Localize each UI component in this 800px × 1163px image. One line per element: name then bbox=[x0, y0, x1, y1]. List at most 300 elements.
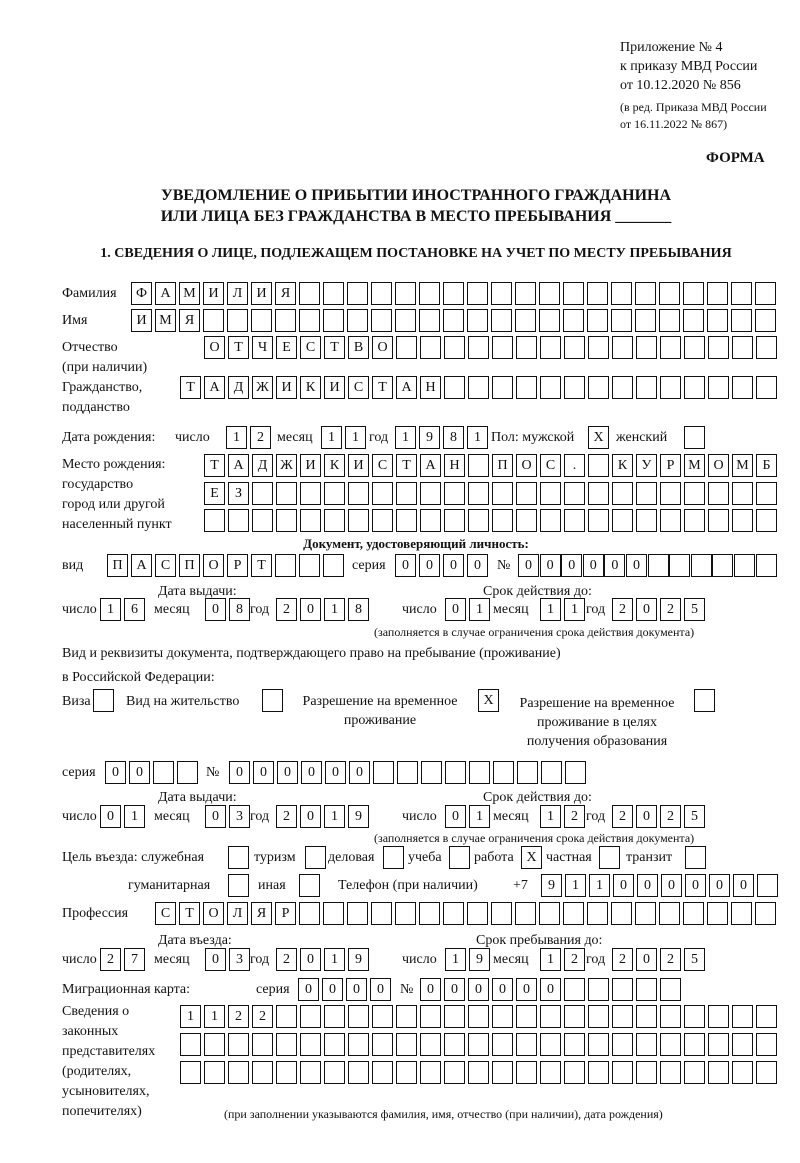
cell-name[interactable] bbox=[299, 309, 320, 332]
cell-rep3[interactable] bbox=[396, 1061, 417, 1084]
cell-birth-place3[interactable] bbox=[588, 509, 609, 532]
cell-res-valid-year[interactable]: 2 bbox=[660, 805, 681, 828]
cell-birth-place2[interactable] bbox=[300, 482, 321, 505]
cell-rep1[interactable] bbox=[348, 1005, 369, 1028]
cell-doc-valid-day[interactable]: 1 bbox=[469, 598, 490, 621]
cell-birth-place2[interactable] bbox=[324, 482, 345, 505]
cell-doc-series[interactable]: 0 bbox=[467, 554, 488, 577]
cell-doc-issue-year[interactable]: 2 bbox=[276, 598, 297, 621]
cell-rep2[interactable] bbox=[468, 1033, 489, 1056]
cell-profession[interactable] bbox=[395, 902, 416, 925]
cell-birth-place1[interactable]: И bbox=[348, 454, 369, 477]
cell-doc-number[interactable]: 0 bbox=[561, 554, 582, 577]
cell-stay-year[interactable]: 0 bbox=[636, 948, 657, 971]
cell-patronymic[interactable] bbox=[396, 336, 417, 359]
cell-birth-place3[interactable] bbox=[252, 509, 273, 532]
checkbox-purpose-business[interactable] bbox=[383, 846, 404, 869]
cell-rep2[interactable] bbox=[396, 1033, 417, 1056]
cell-res-issue-year[interactable]: 0 bbox=[300, 805, 321, 828]
cell-birth-place2[interactable] bbox=[564, 482, 585, 505]
cell-rep1[interactable]: 1 bbox=[204, 1005, 225, 1028]
cell-birth-place1[interactable] bbox=[588, 454, 609, 477]
cell-doc-valid-year[interactable]: 2 bbox=[612, 598, 633, 621]
cell-res-valid-year[interactable]: 0 bbox=[636, 805, 657, 828]
cell-surname[interactable] bbox=[419, 282, 440, 305]
cell-birth-year[interactable]: 9 bbox=[419, 426, 440, 449]
cell-rep2[interactable] bbox=[564, 1033, 585, 1056]
cell-birth-place1[interactable]: П bbox=[492, 454, 513, 477]
cell-res-issue-month[interactable]: 3 bbox=[229, 805, 250, 828]
cell-citizenship[interactable] bbox=[564, 376, 585, 399]
cell-birth-year[interactable]: 1 bbox=[395, 426, 416, 449]
checkbox-residence-permit[interactable] bbox=[262, 689, 283, 712]
cell-birth-place2[interactable] bbox=[636, 482, 657, 505]
cell-rep1[interactable] bbox=[612, 1005, 633, 1028]
cell-phone[interactable]: 9 bbox=[541, 874, 562, 897]
cell-res-issue-day[interactable]: 1 bbox=[124, 805, 145, 828]
cell-profession[interactable] bbox=[683, 902, 704, 925]
cell-birth-place1[interactable]: И bbox=[300, 454, 321, 477]
cell-rep1[interactable] bbox=[468, 1005, 489, 1028]
cell-profession[interactable]: С bbox=[155, 902, 176, 925]
cell-citizenship[interactable]: И bbox=[276, 376, 297, 399]
cell-citizenship[interactable]: К bbox=[300, 376, 321, 399]
cell-birth-place3[interactable] bbox=[420, 509, 441, 532]
cell-doc-valid-year[interactable]: 2 bbox=[660, 598, 681, 621]
cell-birth-place3[interactable] bbox=[708, 509, 729, 532]
cell-patronymic[interactable] bbox=[708, 336, 729, 359]
cell-profession[interactable]: Р bbox=[275, 902, 296, 925]
cell-profession[interactable] bbox=[731, 902, 752, 925]
cell-surname[interactable] bbox=[539, 282, 560, 305]
cell-phone[interactable]: 0 bbox=[685, 874, 706, 897]
cell-birth-place2[interactable] bbox=[684, 482, 705, 505]
checkbox-purpose-humanitarian[interactable] bbox=[228, 874, 249, 897]
cell-citizenship[interactable] bbox=[684, 376, 705, 399]
cell-birth-place1[interactable]: А bbox=[228, 454, 249, 477]
cell-patronymic[interactable] bbox=[636, 336, 657, 359]
cell-rep2[interactable] bbox=[372, 1033, 393, 1056]
cell-res-number[interactable] bbox=[541, 761, 562, 784]
cell-patronymic[interactable]: Т bbox=[324, 336, 345, 359]
cell-rep1[interactable] bbox=[444, 1005, 465, 1028]
cell-name[interactable] bbox=[323, 309, 344, 332]
cell-birth-place3[interactable] bbox=[204, 509, 225, 532]
cell-birth-place3[interactable] bbox=[396, 509, 417, 532]
cell-patronymic[interactable]: О bbox=[204, 336, 225, 359]
cell-surname[interactable]: Л bbox=[227, 282, 248, 305]
cell-profession[interactable] bbox=[299, 902, 320, 925]
cell-name[interactable] bbox=[275, 309, 296, 332]
cell-birth-place2[interactable] bbox=[420, 482, 441, 505]
cell-surname[interactable] bbox=[563, 282, 584, 305]
cell-citizenship[interactable] bbox=[660, 376, 681, 399]
cell-doc-number[interactable]: 0 bbox=[540, 554, 561, 577]
cell-name[interactable] bbox=[563, 309, 584, 332]
cell-doc-issue-year[interactable]: 0 bbox=[300, 598, 321, 621]
checkbox-purpose-work[interactable]: X bbox=[521, 846, 542, 869]
cell-rep1[interactable]: 2 bbox=[228, 1005, 249, 1028]
cell-mig-series[interactable]: 0 bbox=[346, 978, 367, 1001]
cell-citizenship[interactable] bbox=[732, 376, 753, 399]
cell-patronymic[interactable] bbox=[492, 336, 513, 359]
cell-doc-issue-day[interactable]: 6 bbox=[124, 598, 145, 621]
cell-profession[interactable] bbox=[707, 902, 728, 925]
cell-patronymic[interactable] bbox=[540, 336, 561, 359]
cell-rep3[interactable] bbox=[372, 1061, 393, 1084]
cell-res-number[interactable] bbox=[373, 761, 394, 784]
cell-doc-issue-day[interactable]: 1 bbox=[100, 598, 121, 621]
cell-rep2[interactable] bbox=[756, 1033, 777, 1056]
cell-entry-year[interactable]: 2 bbox=[276, 948, 297, 971]
cell-rep3[interactable] bbox=[468, 1061, 489, 1084]
cell-birth-place2[interactable]: З bbox=[228, 482, 249, 505]
cell-rep3[interactable] bbox=[612, 1061, 633, 1084]
cell-res-series[interactable] bbox=[153, 761, 174, 784]
cell-patronymic[interactable]: В bbox=[348, 336, 369, 359]
cell-name[interactable] bbox=[587, 309, 608, 332]
cell-patronymic[interactable] bbox=[612, 336, 633, 359]
cell-patronymic[interactable] bbox=[756, 336, 777, 359]
cell-profession[interactable] bbox=[635, 902, 656, 925]
cell-res-valid-month[interactable]: 1 bbox=[540, 805, 561, 828]
cell-birth-place2[interactable]: Е bbox=[204, 482, 225, 505]
cell-rep2[interactable] bbox=[300, 1033, 321, 1056]
cell-surname[interactable]: Ф bbox=[131, 282, 152, 305]
cell-entry-month[interactable]: 3 bbox=[229, 948, 250, 971]
cell-birth-place1[interactable]: Н bbox=[444, 454, 465, 477]
cell-profession[interactable] bbox=[491, 902, 512, 925]
cell-name[interactable] bbox=[419, 309, 440, 332]
cell-birth-place3[interactable] bbox=[540, 509, 561, 532]
checkbox-sex-male[interactable]: X bbox=[588, 426, 609, 449]
cell-profession[interactable] bbox=[371, 902, 392, 925]
cell-patronymic[interactable] bbox=[420, 336, 441, 359]
cell-surname[interactable] bbox=[299, 282, 320, 305]
cell-birth-place3[interactable] bbox=[612, 509, 633, 532]
cell-birth-place2[interactable] bbox=[276, 482, 297, 505]
cell-birth-place1[interactable]: О bbox=[516, 454, 537, 477]
cell-phone[interactable]: 0 bbox=[733, 874, 754, 897]
cell-doc-kind[interactable]: П bbox=[107, 554, 128, 577]
cell-stay-year[interactable]: 2 bbox=[660, 948, 681, 971]
cell-birth-place1[interactable]: С bbox=[540, 454, 561, 477]
cell-profession[interactable]: О bbox=[203, 902, 224, 925]
cell-birth-place2[interactable] bbox=[660, 482, 681, 505]
checkbox-temp-residence[interactable]: X bbox=[478, 689, 499, 712]
cell-name[interactable] bbox=[731, 309, 752, 332]
cell-patronymic[interactable] bbox=[684, 336, 705, 359]
cell-citizenship[interactable] bbox=[636, 376, 657, 399]
cell-birth-place3[interactable] bbox=[372, 509, 393, 532]
cell-doc-number[interactable]: 0 bbox=[583, 554, 604, 577]
cell-patronymic[interactable] bbox=[516, 336, 537, 359]
cell-rep1[interactable]: 2 bbox=[252, 1005, 273, 1028]
cell-res-valid-month[interactable]: 2 bbox=[564, 805, 585, 828]
cell-citizenship[interactable]: Н bbox=[420, 376, 441, 399]
cell-rep2[interactable] bbox=[228, 1033, 249, 1056]
cell-res-number[interactable]: 0 bbox=[325, 761, 346, 784]
cell-patronymic[interactable]: Т bbox=[228, 336, 249, 359]
cell-profession[interactable] bbox=[563, 902, 584, 925]
cell-rep2[interactable] bbox=[420, 1033, 441, 1056]
cell-rep2[interactable] bbox=[660, 1033, 681, 1056]
cell-profession[interactable] bbox=[755, 902, 776, 925]
cell-birth-place3[interactable] bbox=[564, 509, 585, 532]
cell-doc-number[interactable] bbox=[669, 554, 690, 577]
cell-rep2[interactable] bbox=[324, 1033, 345, 1056]
cell-birth-place3[interactable] bbox=[492, 509, 513, 532]
cell-res-number[interactable]: 0 bbox=[229, 761, 250, 784]
cell-birth-place3[interactable] bbox=[684, 509, 705, 532]
cell-patronymic[interactable]: О bbox=[372, 336, 393, 359]
cell-birth-month[interactable]: 1 bbox=[345, 426, 366, 449]
cell-birth-place2[interactable] bbox=[540, 482, 561, 505]
cell-rep3[interactable] bbox=[228, 1061, 249, 1084]
cell-citizenship[interactable] bbox=[612, 376, 633, 399]
cell-doc-series[interactable]: 0 bbox=[419, 554, 440, 577]
cell-entry-day[interactable]: 2 bbox=[100, 948, 121, 971]
cell-doc-kind[interactable]: С bbox=[155, 554, 176, 577]
cell-phone[interactable]: 1 bbox=[565, 874, 586, 897]
cell-entry-month[interactable]: 0 bbox=[205, 948, 226, 971]
cell-mig-number[interactable]: 0 bbox=[420, 978, 441, 1001]
cell-name[interactable] bbox=[395, 309, 416, 332]
cell-surname[interactable]: М bbox=[179, 282, 200, 305]
cell-stay-year[interactable]: 2 bbox=[612, 948, 633, 971]
cell-name[interactable] bbox=[635, 309, 656, 332]
cell-rep2[interactable] bbox=[636, 1033, 657, 1056]
cell-birth-place2[interactable] bbox=[372, 482, 393, 505]
cell-rep1[interactable] bbox=[564, 1005, 585, 1028]
cell-rep2[interactable] bbox=[732, 1033, 753, 1056]
cell-rep2[interactable] bbox=[684, 1033, 705, 1056]
cell-profession[interactable]: Я bbox=[251, 902, 272, 925]
checkbox-purpose-transit[interactable] bbox=[685, 846, 706, 869]
cell-patronymic[interactable] bbox=[660, 336, 681, 359]
cell-birth-place3[interactable] bbox=[732, 509, 753, 532]
cell-name[interactable] bbox=[251, 309, 272, 332]
cell-entry-year[interactable]: 0 bbox=[300, 948, 321, 971]
checkbox-temp-residence-edu[interactable] bbox=[694, 689, 715, 712]
cell-name[interactable] bbox=[539, 309, 560, 332]
cell-citizenship[interactable]: С bbox=[348, 376, 369, 399]
cell-birth-place1[interactable]: . bbox=[564, 454, 585, 477]
cell-name[interactable] bbox=[443, 309, 464, 332]
cell-rep3[interactable] bbox=[636, 1061, 657, 1084]
cell-rep3[interactable] bbox=[684, 1061, 705, 1084]
cell-patronymic[interactable]: Е bbox=[276, 336, 297, 359]
cell-mig-number[interactable] bbox=[612, 978, 633, 1001]
cell-birth-place3[interactable] bbox=[756, 509, 777, 532]
cell-name[interactable] bbox=[467, 309, 488, 332]
cell-rep2[interactable] bbox=[588, 1033, 609, 1056]
cell-name[interactable] bbox=[755, 309, 776, 332]
cell-doc-issue-month[interactable]: 8 bbox=[229, 598, 250, 621]
cell-doc-kind[interactable]: О bbox=[203, 554, 224, 577]
cell-birth-month[interactable]: 1 bbox=[321, 426, 342, 449]
cell-citizenship[interactable]: Т bbox=[372, 376, 393, 399]
cell-rep1[interactable] bbox=[516, 1005, 537, 1028]
cell-surname[interactable]: И bbox=[251, 282, 272, 305]
cell-entry-day[interactable]: 7 bbox=[124, 948, 145, 971]
cell-rep3[interactable] bbox=[708, 1061, 729, 1084]
cell-birth-place1[interactable]: С bbox=[372, 454, 393, 477]
checkbox-sex-female[interactable] bbox=[684, 426, 705, 449]
cell-res-valid-day[interactable]: 0 bbox=[445, 805, 466, 828]
cell-rep2[interactable] bbox=[180, 1033, 201, 1056]
cell-surname[interactable] bbox=[635, 282, 656, 305]
cell-profession[interactable] bbox=[347, 902, 368, 925]
cell-rep1[interactable] bbox=[396, 1005, 417, 1028]
cell-doc-kind[interactable] bbox=[299, 554, 320, 577]
cell-rep3[interactable] bbox=[756, 1061, 777, 1084]
cell-birth-place2[interactable] bbox=[708, 482, 729, 505]
cell-surname[interactable] bbox=[443, 282, 464, 305]
checkbox-purpose-service[interactable] bbox=[228, 846, 249, 869]
cell-doc-valid-year[interactable]: 0 bbox=[636, 598, 657, 621]
cell-birth-place2[interactable] bbox=[396, 482, 417, 505]
cell-res-number[interactable] bbox=[517, 761, 538, 784]
cell-surname[interactable] bbox=[755, 282, 776, 305]
cell-doc-kind[interactable] bbox=[275, 554, 296, 577]
cell-rep1[interactable] bbox=[372, 1005, 393, 1028]
checkbox-purpose-private[interactable] bbox=[599, 846, 620, 869]
cell-citizenship[interactable] bbox=[492, 376, 513, 399]
cell-surname[interactable]: А bbox=[155, 282, 176, 305]
cell-birth-place2[interactable] bbox=[756, 482, 777, 505]
cell-stay-year[interactable]: 5 bbox=[684, 948, 705, 971]
cell-res-issue-year[interactable]: 1 bbox=[324, 805, 345, 828]
cell-surname[interactable] bbox=[515, 282, 536, 305]
cell-citizenship[interactable] bbox=[756, 376, 777, 399]
cell-profession[interactable]: Л bbox=[227, 902, 248, 925]
cell-res-number[interactable]: 0 bbox=[349, 761, 370, 784]
cell-birth-day[interactable]: 1 bbox=[226, 426, 247, 449]
cell-surname[interactable] bbox=[467, 282, 488, 305]
cell-mig-number[interactable]: 0 bbox=[540, 978, 561, 1001]
cell-rep1[interactable] bbox=[276, 1005, 297, 1028]
cell-birth-place3[interactable] bbox=[444, 509, 465, 532]
cell-doc-number[interactable]: 0 bbox=[604, 554, 625, 577]
cell-mig-number[interactable] bbox=[564, 978, 585, 1001]
cell-birth-place1[interactable]: А bbox=[420, 454, 441, 477]
cell-doc-number[interactable] bbox=[648, 554, 669, 577]
cell-profession[interactable] bbox=[443, 902, 464, 925]
cell-rep3[interactable] bbox=[564, 1061, 585, 1084]
cell-patronymic[interactable] bbox=[732, 336, 753, 359]
cell-citizenship[interactable] bbox=[540, 376, 561, 399]
cell-rep2[interactable] bbox=[204, 1033, 225, 1056]
cell-doc-kind[interactable]: П bbox=[179, 554, 200, 577]
cell-rep3[interactable] bbox=[252, 1061, 273, 1084]
cell-rep1[interactable]: 1 bbox=[180, 1005, 201, 1028]
cell-citizenship[interactable]: А bbox=[204, 376, 225, 399]
cell-rep3[interactable] bbox=[204, 1061, 225, 1084]
cell-res-issue-year[interactable]: 9 bbox=[348, 805, 369, 828]
cell-rep1[interactable] bbox=[708, 1005, 729, 1028]
cell-rep3[interactable] bbox=[444, 1061, 465, 1084]
cell-citizenship[interactable]: Д bbox=[228, 376, 249, 399]
cell-rep3[interactable] bbox=[420, 1061, 441, 1084]
cell-citizenship[interactable]: Т bbox=[180, 376, 201, 399]
cell-doc-kind[interactable] bbox=[323, 554, 344, 577]
cell-doc-valid-month[interactable]: 1 bbox=[540, 598, 561, 621]
cell-res-number[interactable]: 0 bbox=[277, 761, 298, 784]
cell-birth-place3[interactable] bbox=[516, 509, 537, 532]
cell-surname[interactable] bbox=[323, 282, 344, 305]
cell-rep2[interactable] bbox=[444, 1033, 465, 1056]
checkbox-purpose-study[interactable] bbox=[449, 846, 470, 869]
cell-mig-series[interactable]: 0 bbox=[298, 978, 319, 1001]
cell-doc-series[interactable]: 0 bbox=[395, 554, 416, 577]
cell-surname[interactable] bbox=[611, 282, 632, 305]
cell-birth-place1[interactable]: У bbox=[636, 454, 657, 477]
cell-birth-place3[interactable] bbox=[276, 509, 297, 532]
cell-citizenship[interactable]: Ж bbox=[252, 376, 273, 399]
cell-doc-valid-month[interactable]: 1 bbox=[564, 598, 585, 621]
cell-doc-number[interactable] bbox=[734, 554, 755, 577]
cell-rep3[interactable] bbox=[492, 1061, 513, 1084]
cell-surname[interactable]: Я bbox=[275, 282, 296, 305]
cell-birth-year[interactable]: 8 bbox=[443, 426, 464, 449]
cell-res-number[interactable] bbox=[565, 761, 586, 784]
cell-phone[interactable] bbox=[757, 874, 778, 897]
cell-rep1[interactable] bbox=[588, 1005, 609, 1028]
cell-rep2[interactable] bbox=[516, 1033, 537, 1056]
cell-birth-place3[interactable] bbox=[636, 509, 657, 532]
cell-birth-place1[interactable]: Т bbox=[396, 454, 417, 477]
cell-profession[interactable] bbox=[659, 902, 680, 925]
cell-name[interactable] bbox=[683, 309, 704, 332]
cell-citizenship[interactable]: И bbox=[324, 376, 345, 399]
cell-doc-kind[interactable]: Т bbox=[251, 554, 272, 577]
cell-name[interactable] bbox=[515, 309, 536, 332]
cell-name[interactable] bbox=[659, 309, 680, 332]
cell-rep1[interactable] bbox=[300, 1005, 321, 1028]
cell-rep2[interactable] bbox=[540, 1033, 561, 1056]
cell-res-number[interactable] bbox=[445, 761, 466, 784]
cell-surname[interactable]: И bbox=[203, 282, 224, 305]
cell-birth-place2[interactable] bbox=[732, 482, 753, 505]
cell-res-series[interactable]: 0 bbox=[129, 761, 150, 784]
cell-birth-place1[interactable]: М bbox=[732, 454, 753, 477]
cell-birth-place1[interactable]: Д bbox=[252, 454, 273, 477]
cell-rep3[interactable] bbox=[540, 1061, 561, 1084]
cell-surname[interactable] bbox=[347, 282, 368, 305]
cell-rep3[interactable] bbox=[300, 1061, 321, 1084]
cell-mig-number[interactable]: 0 bbox=[492, 978, 513, 1001]
cell-stay-month[interactable]: 2 bbox=[564, 948, 585, 971]
cell-surname[interactable] bbox=[587, 282, 608, 305]
cell-birth-place1[interactable]: М bbox=[684, 454, 705, 477]
cell-stay-month[interactable]: 1 bbox=[540, 948, 561, 971]
cell-profession[interactable] bbox=[611, 902, 632, 925]
cell-birth-place1[interactable] bbox=[468, 454, 489, 477]
cell-mig-number[interactable]: 0 bbox=[516, 978, 537, 1001]
cell-res-valid-year[interactable]: 5 bbox=[684, 805, 705, 828]
cell-mig-number[interactable] bbox=[660, 978, 681, 1001]
cell-birth-place1[interactable]: К bbox=[612, 454, 633, 477]
cell-doc-valid-day[interactable]: 0 bbox=[445, 598, 466, 621]
cell-rep2[interactable] bbox=[492, 1033, 513, 1056]
cell-rep3[interactable] bbox=[588, 1061, 609, 1084]
cell-doc-number[interactable]: 0 bbox=[626, 554, 647, 577]
cell-res-number[interactable] bbox=[493, 761, 514, 784]
cell-doc-issue-year[interactable]: 1 bbox=[324, 598, 345, 621]
cell-surname[interactable] bbox=[371, 282, 392, 305]
cell-profession[interactable]: Т bbox=[179, 902, 200, 925]
